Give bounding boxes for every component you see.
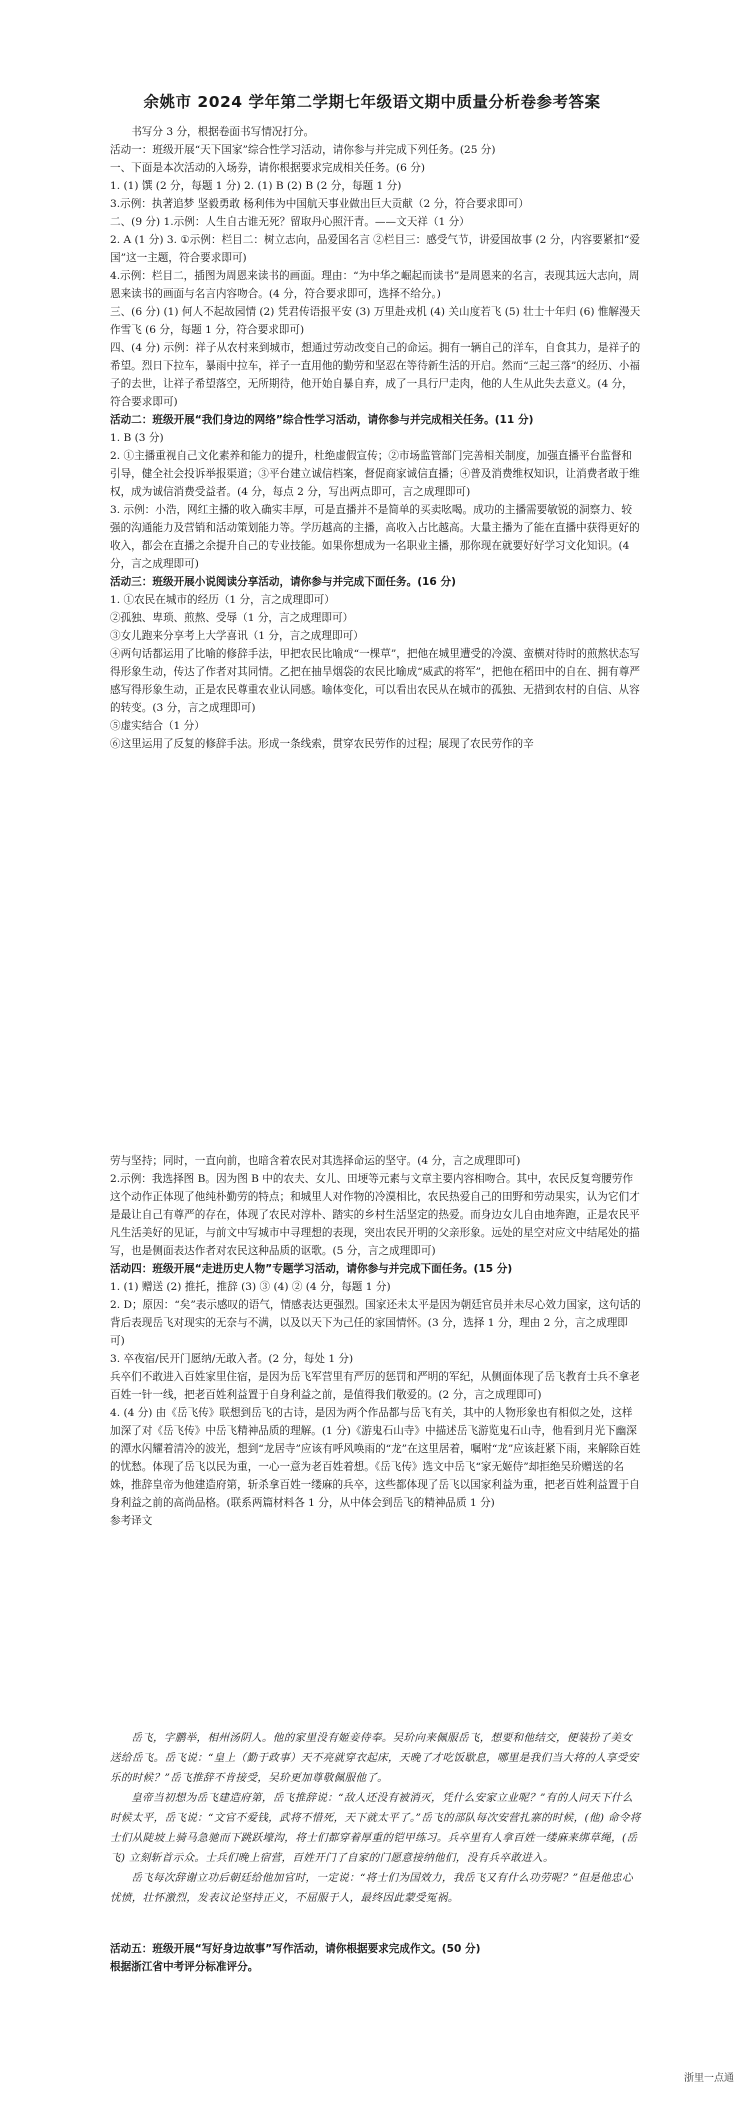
answer-section-2 (110, 1152, 642, 1530)
part1-paragraph: 书写分 3 分，根据卷面书写情况打分。 (131, 126, 315, 138)
translation-paragraph: 岳飞每次辞谢立功后朝廷给他加官时，一定说：“将士们为国效力，我岳飞又有什么功劳呢？”但是他忠心忧愤，壮怀激烈，发表议论坚持正义，不屈服于人，最终因此蒙受冤祸。 (110, 1872, 633, 1904)
part2-paragraph: 活动四：班级开展“走进历史人物”专题学习活动，请你参与并完成下面任务。(15 分) (110, 1263, 513, 1275)
part1-paragraph: 三、(6 分) (1) 何人不起故园情 (2) 凭君传语报平安 (3) 万里赴戎机 (4) 关山度若飞 (5) 壮士十年归 (6) 惟解漫天作雪飞 (6 分，每题 1 分，符合要求即可) (110, 306, 641, 336)
part1-paragraph: 2. A (1 分) 3. ①示例：栏目二：树立志向，品爱国名言 ②栏目三：感受气节，讲爱国故事 (2 分，内容要紧扣“爱国”这一主题，符合要求即可) (110, 234, 640, 264)
part1-paragraph: 活动一：班级开展“天下国家”综合性学习活动，请你参与并完成下列任务。(25 分) (110, 144, 496, 156)
part1-paragraph: 活动二：班级开展“我们身边的网络”综合性学习活动，请你参与并完成相关任务。(11 分) (110, 414, 534, 426)
part1-paragraph: ②孤独、卑琐、煎熬、受辱（1 分，言之成理即可） (110, 612, 354, 624)
footer-watermark: 浙里一点通 (684, 2073, 734, 2084)
part1-paragraph: 1. B (3 分) (110, 432, 164, 444)
translation-paragraph: 皇帝当初想为岳飞建造府第，岳飞推辞说：“敌人还没有被消灭，凭什么安家立业呢？”有的人问天下什么时候太平，岳飞说：“文官不爱钱，武将不惜死，天下就太平了。”岳飞的部队每次安营扎寨的时候，(他) 命令将士们从陡坡上骑马急驰而下跳跃壕沟，将士们都穿着厚重的铠甲练习。兵卒里有人拿百姓一缕麻来绑草绳，(岳飞) 立刻斩首示众。士兵们晚上宿营，百姓开门了自家的门愿意接纳他们，没有兵卒敢进入。 (110, 1792, 641, 1864)
part1-paragraph: 2. ①主播重视自己文化素养和能力的提升，杜绝虚假宣传；②市场监管部门完善相关制度，加强直播平台监督和引导，健全社会投诉举报渠道；③平台建立诚信档案，督促商家诚信直播；④普及消费维权知识，让消费者敢于维权，成为诚信消费受益者。(4 分，每点 2 分，写出两点即可，言之成理即可) (110, 450, 640, 498)
part2-paragraph: 2. D；原因：“矣”表示感叹的语气，情感表达更强烈。国家还未太平是因为朝廷官员并未尽心效力国家，这句话的背后表现岳飞对现实的无奈与不满，以及以天下为己任的家国情怀。(3 分，选择 1 分，理由 2 分，言之成理即可) (110, 1299, 641, 1347)
part2-paragraph: 兵卒们不敢进入百姓家里住宿，是因为岳飞军营里有严厉的惩罚和严明的军纪，从侧面体现了岳飞教育士兵不拿老百姓一针一线，把老百姓利益置于自身利益之前，是值得我们敬爱的。(2 分，言之成理即可) (110, 1371, 640, 1401)
part2-paragraph: 2.示例：我选择图 B。因为图 B 中的农夫、女儿、田埂等元素与文章主要内容相吻合。其中，农民反复弯腰劳作这个动作正体现了他纯朴勤劳的特点；和城里人对作物的冷漠相比，农民热爱自己的田野和劳动果实，认为它们才是最让自己有尊严的存在，体现了农民对淳朴、踏实的乡村生活坚定的热爱。而身边女儿自由地奔跑，正是农民平凡生活美好的见证，与前文中写城市中寻理想的表现，突出农民开明的父亲形象。远处的星空对应文中结尾处的描写，也是侧面表达作者对农民这种品质的讴歌。(5 分，言之成理即可) (110, 1173, 640, 1257)
part1-paragraph: 二、(9 分) 1.示例：人生自古谁无死？留取丹心照汗青。——文天祥（1 分） (110, 216, 470, 228)
part1-paragraph: ⑤虚实结合（1 分） (110, 720, 205, 732)
part1-paragraph: 1. (1) 馔 (2 分，每题 1 分) 2. (1) B (2) B (2 分，每题 1 分) (110, 180, 402, 192)
part1-paragraph: 3. 示例：小浩，网红主播的收入确实丰厚，可是直播并不是简单的买卖吆喝。成功的主播需要敏锐的洞察力、较强的沟通能力及营销和活动策划能力等。学历越高的主播，高收入占比越高。大量主播为了能在直播中获得更好的收入，都会在直播之余提升自己的专业技能。如果你想成为一名职业主播，那你现在就要好好学习文化知识。(4 分，言之成理即可) (110, 504, 640, 570)
part1-paragraph: 1. ①农民在城市的经历（1 分，言之成理即可） (110, 594, 335, 606)
part1-paragraph: ④两句话都运用了比喻的修辞手法，甲把农民比喻成“一棵草”，把他在城里遭受的冷漠、蛮横对待时的煎熬状态写得形象生动，传达了作者对其同情。乙把在抽旱烟袋的农民比喻成“威武的将军”，把他在稻田中的自在、拥有尊严感写得形象生动，正是农民尊重农业认同感。喻体变化，可以看出农民从在城市的孤独、无措到农村的自信、从容的转变。(3 分，言之成理即可) (110, 648, 640, 714)
part2-paragraph: 3. 卒夜宿/民开门愿纳/无敢入者。(2 分，每处 1 分) (110, 1353, 354, 1365)
reference-translation (110, 1728, 642, 1908)
part2-paragraph: 4. (4 分) 由《岳飞传》联想到岳飞的古诗，是因为两个作品都与岳飞有关，其中的人物形象也有相似之处，这样加深了对《岳飞传》中岳飞精神品质的理解。(1 分)《游鬼石山寺》中描述岳飞游览鬼石山寺，他看到月光下幽深的潭水闪耀着清冷的波光，想到“龙居寺”应该有呼风唤雨的“龙”在这里居着，嘱咐“龙”应该赶紧下雨，来解除百姓的忧愁。体现了岳飞以民为重，一心一意为老百姓着想。《岳飞传》选文中岳飞“家无姬侍”却拒绝吴玠赠送的名姝，推辞皇帝为他建造府第，斩杀拿百姓一缕麻的兵卒，这些都体现了岳飞以国家利益为重，把老百姓利益置于自身利益之前的高尚品格。(联系两篇材料各 1 分，从中体会到岳飞的精神品质 1 分) (110, 1407, 641, 1509)
part1-paragraph: ⑥这里运用了反复的修辞手法。形成一条线索，贯穿农民劳作的过程；展现了农民劳作的辛 (110, 738, 534, 750)
closing-paragraph: 活动五：班级开展“写好身边故事”写作活动，请你根据要求完成作文。(50 分) (110, 1943, 481, 1955)
part1-paragraph: ③女儿跑来分享考上大学喜讯（1 分，言之成理即可） (110, 630, 364, 642)
part2-paragraph: 参考译文 (110, 1515, 153, 1527)
part1-paragraph: 4.示例：栏目二，插图为周恩来读书的画面。理由：“为中华之崛起而读书”是周恩来的名言，表现其远大志向，周恩来读书的画面与名言内容吻合。(4 分，符合要求即可，选择不给分。) (110, 270, 640, 300)
part1-paragraph: 3.示例：执著追梦 坚毅勇敢 杨利伟为中国航天事业做出巨大贡献（2 分，符合要求即可） (110, 198, 529, 210)
answer-section-1 (110, 123, 642, 753)
page-title: 余姚市 2024 学年第二学期七年级语文期中质量分析卷参考答案 (143, 93, 601, 111)
part1-paragraph: 四、(4 分) 示例：祥子从农村来到城市，想通过劳动改变自己的命运。拥有一辆自己的洋车，自食其力，是祥子的希望。烈日下拉车，暴雨中拉车，祥子一直用他的勤劳和坚忍在等待新生活的开启。然而“三起三落”的经历、小福子的去世，让祥子希望落空，无所期待，他开始自暴自弃，成了一具行尸走肉，他的人生从此失去意义。(4 分，符合要求即可) (110, 342, 641, 408)
translation-paragraph: 岳飞，字鹏举，相州汤阴人。他的家里没有姬妾侍奉。吴玠向来佩服岳飞，想要和他结交，便装扮了美女送给岳飞。岳飞说：“皇上（勤于政事）天不亮就穿衣起床，天晚了才吃饭歇息，哪里是我们当大将的人享受安乐的时候？”岳飞推辞不肯接受，吴玠更加尊敬佩服他了。 (110, 1732, 639, 1784)
activity-five-section (110, 1940, 642, 1976)
part1-paragraph: 活动三：班级开展小说阅读分享活动，请你参与并完成下面任务。(16 分) (110, 576, 456, 588)
part1-paragraph: 一、下面是本次活动的入场券，请你根据要求完成相关任务。(6 分) (110, 162, 425, 174)
closing-paragraph: 根据浙江省中考评分标准评分。 (110, 1961, 259, 1973)
part2-paragraph: 劳与坚持；同时，一直向前，也暗含着农民对其选择命运的坚守。(4 分，言之成理即可) (110, 1155, 521, 1167)
part2-paragraph: 1. (1) 赠送 (2) 推托，推辞 (3) ③ (4) ② (4 分，每题 1 分) (110, 1281, 391, 1293)
